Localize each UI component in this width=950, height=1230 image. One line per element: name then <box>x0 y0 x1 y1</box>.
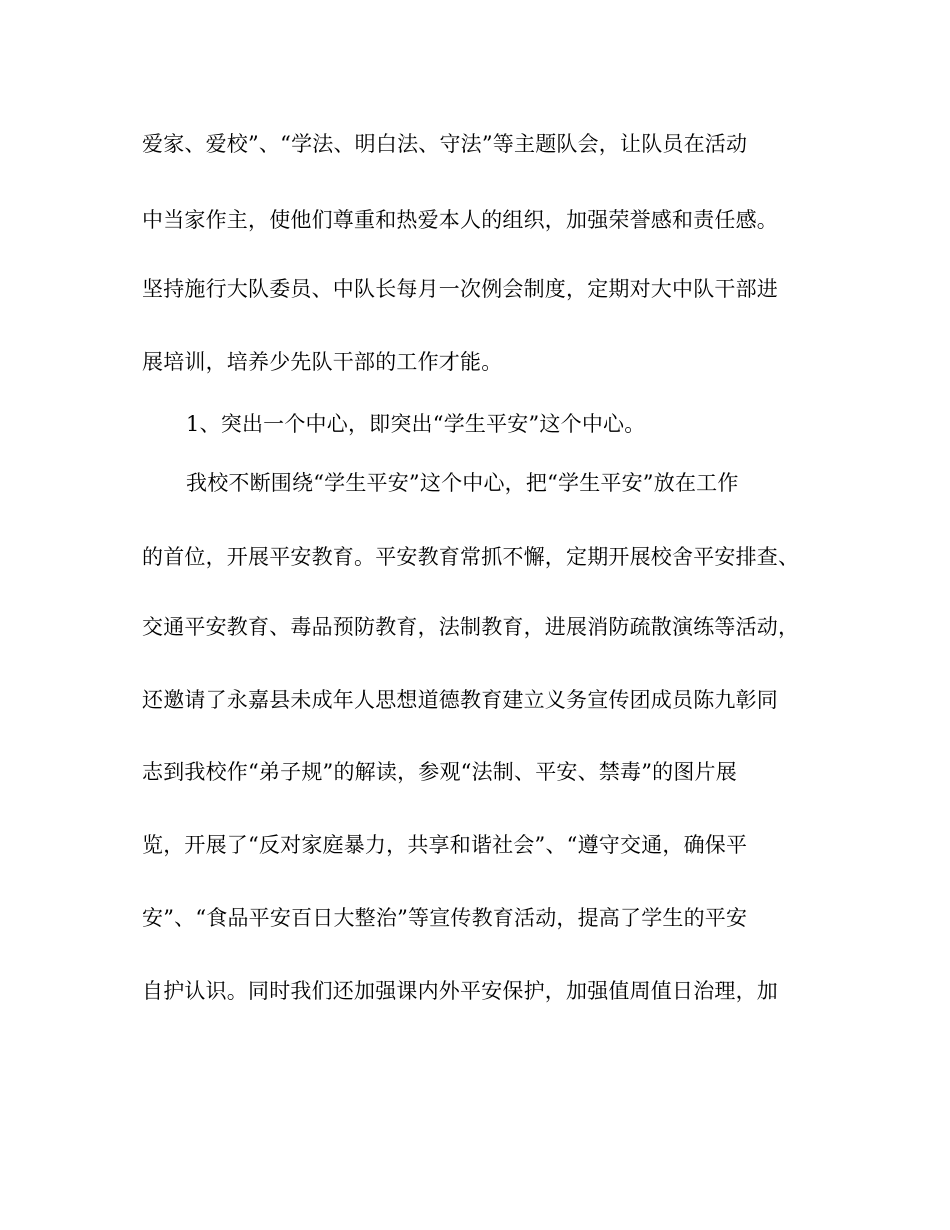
text-line-10: 志到我校作“弟子规”的解读，参观“法制、平安、禁毒”的图片展 <box>142 760 737 784</box>
text-line-8: 交通平安教育、毒品预防教育，法制教育，进展消防疏散演练等活动， <box>142 615 800 639</box>
text-line-3: 坚持施行大队委员、中队长每月一次例会制度，定期对大中队干部进 <box>142 277 778 301</box>
text-line-7: 的首位，开展平安教育。平安教育常抓不懈，定期开展校舍平安排查、 <box>142 545 800 569</box>
text-line-12: 安”、“食品平安百日大整治”等宣传教育活动，提高了学生的平安 <box>142 906 748 930</box>
text-line-1: 爱家、爱校”、“学法、明白法、守法”等主题队会，让队员在活动 <box>142 132 748 156</box>
paragraph-first-line: 我校不断围绕“学生平安”这个中心，把“学生平安”放在工作 <box>186 471 739 495</box>
text-line-11: 览，开展了“反对家庭暴力，共享和谐社会”、“遵守交通，确保平 <box>142 833 748 857</box>
text-line-2: 中当家作主，使他们尊重和热爱本人的组织，加强荣誉感和责任感。 <box>142 208 778 232</box>
text-line-13: 自护认识。同时我们还加强课内外平安保护，加强值周值日治理，加 <box>142 979 778 1003</box>
heading-line-1: 1、突出一个中心，即突出“学生平安”这个中心。 <box>186 412 646 436</box>
text-line-4: 展培训，培养少先队干部的工作才能。 <box>142 350 503 374</box>
text-line-9: 还邀请了永嘉县未成年人思想道德教育建立义务宣传团成员陈九彰同 <box>142 688 778 712</box>
